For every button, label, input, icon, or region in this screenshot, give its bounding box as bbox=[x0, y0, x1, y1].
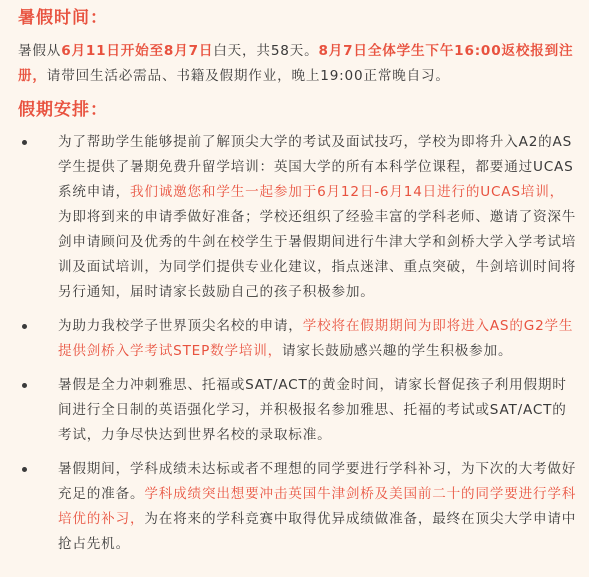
summer-time-suffix: 请带回生活必需品、书籍及假期作业，晚上19:00正常晚自习。 bbox=[46, 68, 450, 84]
list-item bbox=[18, 314, 577, 364]
item-text: 为即将到来的申请季做好准备；学校还组织了经验丰富的学科老师、邀请了资深牛剑申请顾问及优秀的牛剑在校学生于暑假期间进行牛津大学和剑桥大学入学考试培训及面试培训，为同学们提供专业化建议，指点迷津、重点突破，牛剑培训时间将另行通知，届时请家长鼓励自己的孩子积极参加。 bbox=[58, 209, 577, 300]
item-highlight: 我们诚邀您和学生一起参加于6月12日-6月14日进行的UCAS培训， bbox=[129, 184, 564, 200]
arrangement-list bbox=[18, 130, 577, 557]
list-item bbox=[18, 130, 577, 305]
item-highlight: 学科成绩突出想要冲击英国牛津剑桥及美国前二十的同学要进行学科培优的补习， bbox=[58, 486, 577, 527]
list-item bbox=[18, 373, 577, 448]
item-text: 请家长鼓励感兴趣的学生积极参加。 bbox=[282, 343, 513, 359]
list-item bbox=[18, 457, 577, 557]
item-text: 为在将来的学科竞赛中取得优异成绩做准备，最终在顶尖大学申请中抢占先机。 bbox=[58, 511, 577, 552]
section-title-summer-time: 暑假时间： bbox=[18, 8, 108, 28]
summer-time-mid: 白天，共58天。 bbox=[213, 43, 319, 59]
bullet-icon bbox=[22, 140, 27, 145]
summer-dates: 6月11日开始至8月7日 bbox=[61, 43, 214, 59]
bullet-icon bbox=[22, 383, 27, 388]
section-title-arrangements: 假期安排： bbox=[18, 100, 108, 120]
summer-time-paragraph bbox=[18, 39, 577, 89]
item-text: 暑假是全力冲刺雅思、托福或SAT/ACT的黄金时间，请家长督促孩子利用假期时间进行全日制的英语强化学习，并积极报名参加雅思、托福的考试或SAT/ACT的考试，力争尽快达到世界名校的录取标准。 bbox=[58, 377, 567, 443]
summer-time-prefix: 暑假从 bbox=[18, 43, 62, 59]
bullet-icon bbox=[22, 324, 27, 329]
item-text: 暑假期间，学科成绩未达标或者不理想的同学要进行学科补习，为下次的大考做好充足的准备。 bbox=[58, 461, 577, 502]
item-highlight: 学校将在假期期间为即将进入AS的G2学生提供剑桥入学考试STEP数学培训， bbox=[58, 318, 574, 359]
return-registration: 8月7日全体学生下午16:00返校报到注册， bbox=[18, 43, 574, 84]
item-text: 为助力我校学子世界顶尖名校的申请， bbox=[58, 318, 303, 334]
bullet-icon bbox=[22, 467, 27, 472]
item-text: 为了帮助学生能够提前了解顶尖大学的考试及面试技巧，学校为即将升入A2的AS学生提供了暑期免费升留学培训：英国大学的所有本科学位课程，都要通过UCAS系统申请， bbox=[58, 134, 574, 200]
